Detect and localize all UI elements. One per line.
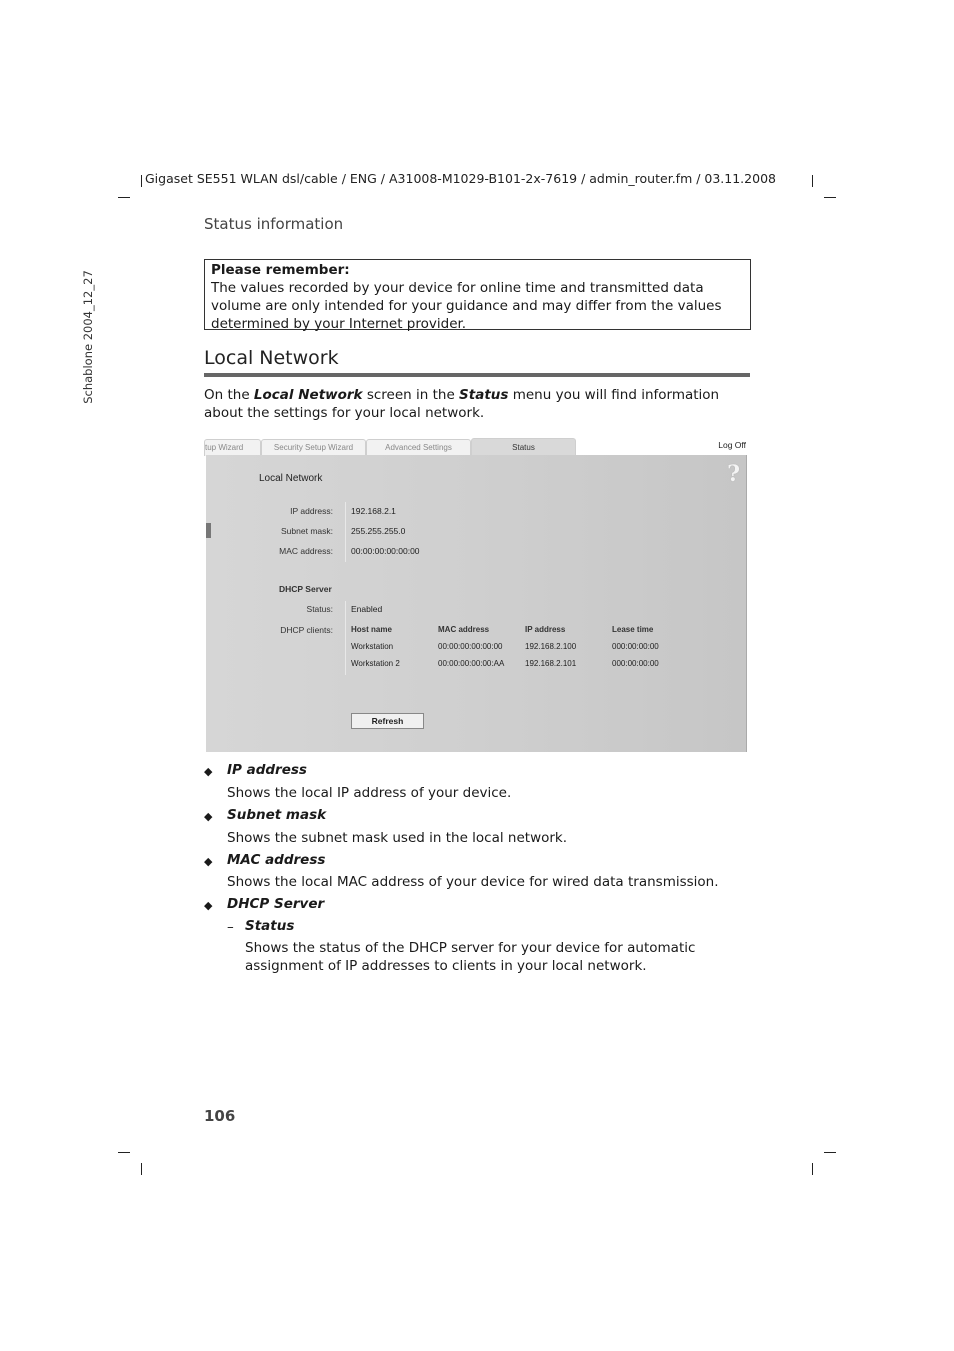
intro-text: screen in the — [362, 387, 460, 403]
bullet-title-subnet-mask: Subnet mask — [227, 807, 327, 823]
document-meta-line: Gigaset SE551 WLAN dsl/cable / ENG / A31008-M1029-B101-2x-7619 / admin_router.fm / 03.11.2008 — [145, 171, 776, 186]
client-lease-time: 000:00:00:00 — [612, 642, 659, 651]
divider — [345, 502, 346, 562]
dhcp-clients-label: DHCP clients: — [280, 625, 333, 635]
crop-mark — [824, 1152, 836, 1153]
crop-mark — [141, 175, 142, 187]
crop-mark — [812, 1163, 813, 1175]
column-header-host-name: Host name — [351, 625, 392, 634]
column-header-lease-time: Lease time — [612, 625, 654, 634]
tab-status[interactable]: Status — [471, 438, 576, 457]
mac-address-value: 00:00:00:00:00:00 — [351, 546, 420, 556]
bullet-desc-subnet-mask: Shows the subnet mask used in the local network. — [227, 830, 568, 846]
intro-emphasis-local-network: Local Network — [253, 387, 363, 403]
intro-text: On the — [204, 387, 254, 403]
bullet-list — [204, 762, 764, 982]
question-mark-icon[interactable]: ? — [727, 461, 740, 487]
section-header: Status information — [204, 215, 344, 233]
diamond-bullet-icon: ◆ — [204, 765, 213, 778]
crop-mark — [812, 175, 813, 187]
ip-address-value: 192.168.2.1 — [351, 506, 396, 516]
sub-bullet-dash: – — [227, 919, 234, 935]
tab-bar — [206, 436, 748, 456]
note-box — [204, 259, 751, 330]
client-host-name: Workstation — [351, 642, 394, 651]
template-side-label: Schablone 2004_12_27 — [81, 270, 95, 404]
dhcp-status-label: Status: — [306, 604, 333, 614]
note-title: Please remember: — [211, 262, 350, 278]
intro-text: menu you will find information about the settings for your local network. — [204, 387, 720, 421]
bullet-desc-mac-address: Shows the local MAC address of your device for wired data transmission. — [227, 874, 719, 890]
intro-paragraph — [204, 386, 750, 422]
ip-address-label: IP address: — [290, 506, 333, 516]
subnet-mask-value: 255.255.255.0 — [351, 526, 406, 536]
column-header-ip-address: IP address — [525, 625, 566, 634]
crop-mark — [141, 1163, 142, 1175]
diamond-bullet-icon: ◆ — [204, 810, 213, 823]
bullet-title-ip-address: IP address — [227, 762, 307, 778]
client-lease-time: 000:00:00:00 — [612, 659, 659, 668]
sub-bullet-title-status: Status — [245, 918, 295, 934]
tab-security-setup-wizard[interactable]: Security Setup Wizard — [261, 439, 366, 456]
scroll-marker — [206, 523, 211, 538]
bullet-title-mac-address: MAC address — [227, 852, 326, 868]
tab-setup-wizard[interactable]: tup Wizard — [204, 439, 261, 456]
client-mac-address: 00:00:00:00:00:00 — [438, 642, 503, 651]
column-header-mac-address: MAC address — [438, 625, 490, 634]
crop-mark — [824, 197, 836, 198]
diamond-bullet-icon: ◆ — [204, 855, 213, 868]
intro-emphasis-status: Status — [459, 387, 509, 403]
bullet-desc-ip-address: Shows the local IP address of your device. — [227, 785, 512, 801]
mac-address-label: MAC address: — [279, 546, 333, 556]
client-host-name: Workstation 2 — [351, 659, 400, 668]
crop-mark — [118, 1152, 130, 1153]
client-mac-address: 00:00:00:00:00:AA — [438, 659, 505, 668]
page-number: 106 — [204, 1107, 236, 1125]
divider — [345, 601, 346, 675]
page-heading: Local Network — [204, 347, 339, 369]
subnet-mask-label: Subnet mask: — [281, 526, 333, 536]
status-panel — [206, 455, 747, 752]
heading-rule — [204, 373, 750, 377]
sub-bullet-desc-status: Shows the status of the DHCP server for your device for automatic assignment of IP addresses to clients in your local network. — [245, 940, 696, 974]
bullet-title-dhcp-server: DHCP Server — [227, 896, 325, 912]
diamond-bullet-icon: ◆ — [204, 899, 213, 912]
refresh-button[interactable]: Refresh — [351, 713, 424, 729]
crop-mark — [118, 197, 130, 198]
panel-title: Local Network — [259, 473, 323, 484]
router-ui-screenshot — [206, 436, 748, 752]
dhcp-server-title: DHCP Server — [279, 584, 332, 594]
dhcp-status-value: Enabled — [351, 604, 383, 614]
client-ip-address: 192.168.2.101 — [525, 659, 577, 668]
client-ip-address: 192.168.2.100 — [525, 642, 577, 651]
note-text: The values recorded by your device for online time and transmitted data volume are only intended for your guidance and may differ from the values determined by your Internet provider. — [211, 280, 722, 332]
tab-advanced-settings[interactable]: Advanced Settings — [366, 439, 471, 456]
logoff-link[interactable]: Log Off — [718, 440, 746, 450]
